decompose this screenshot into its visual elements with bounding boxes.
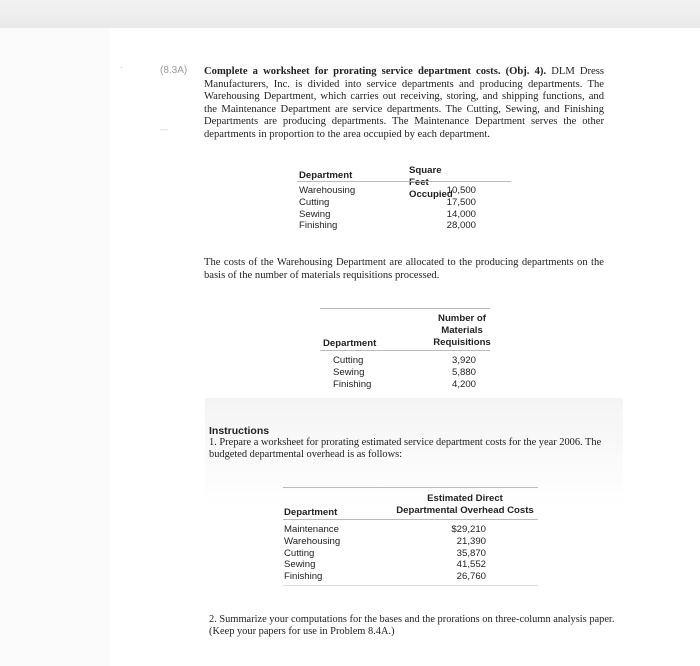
table-cell: Finishing (299, 220, 338, 232)
problem-objective: (Obj. 4). (505, 66, 547, 77)
table2-dept-column (333, 355, 371, 390)
table3-dept-column (284, 524, 340, 583)
table-cell: 10,500 (446, 185, 476, 196)
table-cell: Maintenance (284, 524, 339, 535)
header-line: Materials (441, 324, 483, 336)
problem-title: Complete a worksheet for prorating service department costs. (204, 66, 501, 77)
table-cell: $29,210 (451, 524, 486, 535)
table-cell: Sewing (284, 559, 316, 571)
table2-header-rule (320, 350, 490, 351)
problem-number: (8.3A) (160, 65, 188, 76)
left-margin (0, 28, 110, 666)
table-cell: 4,200 (451, 378, 476, 390)
top-band (0, 0, 700, 28)
header-line: Departmental Overhead Costs (396, 504, 534, 516)
table3-header-overhead (390, 493, 540, 517)
table-cell: 21,390 (456, 535, 486, 547)
table3-header-rule (283, 519, 538, 520)
table1-header-square-feet: Square Feet Occupied (409, 165, 453, 200)
table-cell: Warehousing (299, 185, 356, 196)
table-cell: Finishing (333, 378, 372, 390)
table-cell: Cutting (299, 196, 330, 208)
table1-header-rule (297, 181, 511, 182)
table-cell: Warehousing (284, 535, 341, 547)
table-cell: 17,500 (446, 196, 476, 208)
table1-header-department: Department (299, 170, 353, 181)
table-cell: 14,000 (446, 208, 476, 220)
instruction-step-1: 1. Prepare a worksheet for prorating estimated service department costs for the year 2006. The budgeted departmental overhead is as follows: (209, 437, 602, 461)
table3-value-column (438, 524, 486, 583)
table-cell: 5,880 (451, 366, 476, 378)
table1-dept-column (299, 185, 355, 232)
table-cell: 28,000 (446, 220, 476, 232)
table1-value-column (430, 185, 476, 232)
table2-header-requisitions (422, 313, 502, 348)
problem-text: DLM Dress Manufacturers, Inc. is divided into service departments and producing departments. The Warehousing Department, which carries out receiving, storing, and shipping functions, and the Maintenance Department are service departments. The Cutting, Sewing, and Finishing Departments are producing departments. The Maintenance Department serves the other departments in proportion to the area occupied by each department. (204, 66, 604, 140)
table-cell: Sewing (333, 366, 365, 378)
table-cell: Finishing (284, 571, 323, 583)
margin-mark: — (160, 125, 168, 134)
header-line: Requisitions (433, 336, 491, 348)
table-cell: 3,920 (451, 355, 476, 366)
table-cell: Sewing (299, 208, 331, 220)
table-cell: Cutting (284, 547, 315, 559)
table2-value-column (436, 355, 476, 390)
table3-top-rule (283, 487, 538, 488)
allocation-paragraph: The costs of the Warehousing Department are allocated to the producing departments on the basis of the number of materials requisitions processed. (204, 257, 604, 281)
table2-top-rule (320, 308, 490, 309)
header-line: Estimated Direct (427, 493, 503, 504)
instructions-heading: Instructions (209, 425, 270, 437)
table3-header-department: Department (284, 507, 338, 518)
table-cell: 35,870 (456, 547, 486, 559)
table-cell: 26,760 (456, 571, 486, 583)
instruction-step-2: 2. Summarize your computations for the bases and the prorations on three-column analysis paper. (Keep your papers for use in Problem 8.4A.) (209, 614, 615, 638)
table3-bottom-rule (283, 585, 538, 586)
table-cell: Cutting (333, 355, 364, 366)
table-cell: 41,552 (456, 559, 486, 571)
header-line: Number of (438, 313, 486, 324)
problem-intro (204, 66, 604, 142)
table2-header-department: Department (323, 338, 377, 349)
margin-mark: · (120, 63, 123, 72)
